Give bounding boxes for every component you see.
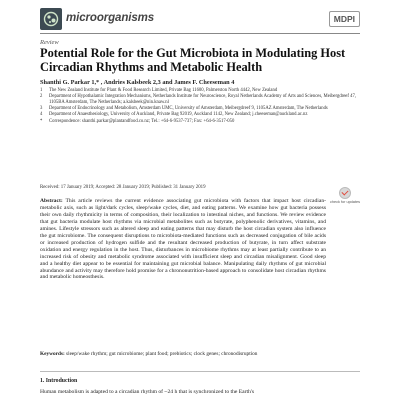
affiliation-number: 3 (40, 106, 43, 111)
affiliations (40, 88, 360, 125)
affiliation-number: * (40, 118, 43, 124)
author-list: Shanthi G. Parkar 1,* , Andries Kalsbeek 2,3 and James F. Cheeseman 4 (40, 79, 235, 86)
affiliation-text: Department of Endocrinology and Metabolism, Amsterdam UMC, University of Amsterdam, Meibergdreef 9, 1105AZ Amsterdam, The Netherlands (49, 106, 328, 111)
keywords-text: sleep/wake rhythm; gut microbiome; plant food; prebiotics; clock genes; chronodisruption (66, 351, 258, 357)
affiliation-text: Correspondence: shanthi.parkar@plantandfood.co.nz; Tel.: +64-6-9537-737; Fax: +64-6-3517-050 (49, 118, 235, 124)
affiliation-text: Department of Anaesthesiology, University of Auckland, Private Bag 92019, Auckland 1142, New Zealand; j.cheeseman@auckland.ac.nz (49, 112, 308, 118)
affiliation-item (40, 88, 360, 93)
check-for-updates-button[interactable] (329, 187, 361, 204)
section-divider (40, 371, 360, 372)
article-type: Review (40, 39, 59, 46)
article-title: Potential Role for the Gut Microbiota in Modulating Host Circadian Rhythms and Metabolic Health (40, 46, 346, 74)
keywords (40, 351, 360, 357)
check-updates-icon (339, 187, 351, 199)
publication-dates: Received: 17 January 2019; Accepted: 28 January 2019; Published: 31 January 2019 (40, 185, 206, 190)
header-rule (40, 33, 360, 34)
section-heading: 1. Introduction (40, 378, 78, 384)
abstract-label: Abstract: (40, 198, 63, 204)
affiliation-item (40, 112, 360, 117)
journal-name: microorganisms (66, 12, 155, 24)
affiliation-item (40, 94, 360, 105)
affiliation-text: Department of Hypothalamic Integration Mechanisms, Netherlands Institute for Neuroscience, Royal Netherlands Academy of Arts and Sciences, Meibergdreef 47, 1105BA Amsterdam, The Netherlands; a.kalsbeek@nin.knaw.nl (49, 94, 356, 105)
affiliation-item (40, 106, 360, 111)
affiliation-number: 4 (40, 112, 43, 118)
abstract (40, 198, 326, 281)
abstract-text: This article reviews the current evidence associating gut microbiota with factors that impact host circadian-metabolic axis, such as light/dark cycles, sleep/wake cycles, diet, and eating patterns. We examine how gut bacteria possess their own daily rhythmicity in terms of composition, their localization to intestinal niches, and functions. We review evidence that gut bacteria modulate host rhythms via microbial metabolites such as butyrate, polyphenolic derivatives, vitamins, and amines. Lifestyle stressors such as altered sleep and eating patterns that may disturb the host circadian system also influence the gut microbiome. The consequent disruptions to microbiota-mediated functions such as decreased conjugation of bile acids or increased production of hydrogen sulfide and the resultant decreased production of butyrate, in turn affect substrate oxidation and energy regulation in the host. Thus, disturbances in microbiome rhythms may at least partially contribute to an increased risk of obesity and metabolic syndrome associated with insufficient sleep and circadian misalignment. Good sleep and a healthy diet appear to be essential for maintaining gut microbial balance. Manipulating daily rhythms of gut microbial abundance and activity may therefore hold promise for a chrononutrition-based approach to consolidate host circadian rhythms and metabolic homeosthesis. (40, 198, 326, 281)
publisher-logo: MDPI (329, 11, 360, 27)
affiliation-number: 1 (40, 88, 43, 93)
microorganisms-logo-icon (40, 8, 62, 30)
keywords-label: Keywords: (40, 351, 65, 357)
affiliation-item (40, 119, 360, 124)
check-updates-label: check for updates (330, 200, 360, 204)
affiliation-text: The New Zealand Institute for Plant & Food Research Limited, Private Bag 11600, Palmerston North 4442, New Zealand (49, 88, 278, 93)
body-text: Human metabolism is adapted to a circadian rhythm of ~24 h that is synchronized to the Earth's (40, 389, 255, 395)
journal-header (40, 8, 360, 30)
affiliation-number: 2 (40, 94, 43, 100)
